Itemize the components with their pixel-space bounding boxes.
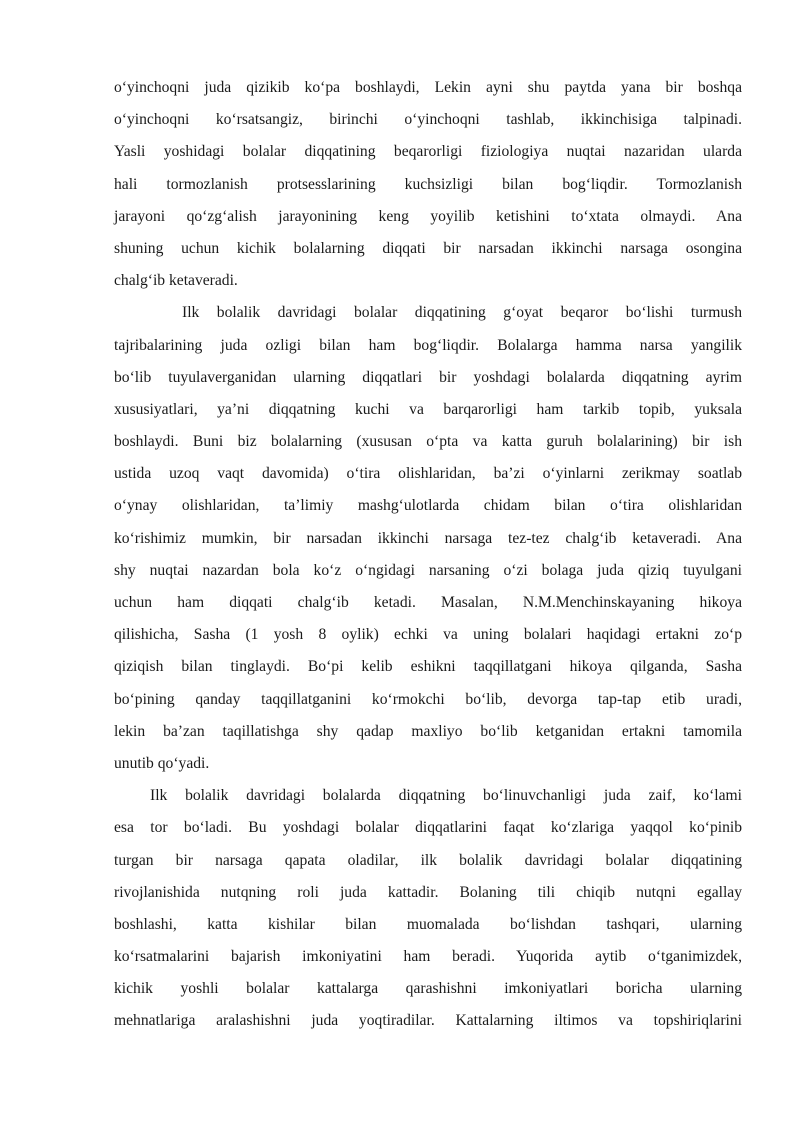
text-line: shy nuqtai nazardan bola ko‘z o‘ngidagi narsaning o‘zi bolaga juda qiziq tuyulgani [114,561,742,579]
text-line: chalg‘ib ketaveradi. [114,272,238,290]
text-line: bo‘lib tuyulaverganidan ularning diqqatlari bir yoshdagi bolalarda diqqatning ayrim [114,368,742,386]
text-line: xususiyatlari, ya’ni diqqatning kuchi va barqarorligi ham tarkib topib, yuksala [114,400,742,418]
text-line: o‘yinchoqni juda qizikib ko‘pa boshlaydi, Lekin ayni shu paytda yana bir boshqa [114,79,742,96]
text-line: rivojlanishida nutqning roli juda kattadir. Bolaning tili chiqib nutqni egallay [114,883,742,901]
text-line: o‘ynay olishlaridan, ta’limiy mashg‘ulotlarda chidam bilan o‘tira olishlaridan [114,497,742,515]
text-line: bo‘pining qanday taqqillatganini ko‘rmokchi bo‘lib, devorga tap-tap etib uradi, [114,690,742,708]
text-line: shuning uchun kichik bolalarning diqqati bir narsadan ikkinchi narsaga osongina [114,239,742,257]
text-line: o‘yinchoqni ko‘rsatsangiz, birinchi o‘yinchoqni tashlab, ikkinchisiga talpinadi. [114,111,742,129]
text-line: uchun ham diqqati chalg‘ib ketadi. Masalan, N.M.Menchinskayaning hikoya [114,594,742,611]
text-line: ustida uzoq vaqt davomida) o‘tira olishlaridan, ba’zi o‘yinlarni zerikmay soatlab [114,465,742,483]
text-line: hali tormozlanish protsesslarining kuchsizligi bilan bog‘liqdir. Tormozlanish [114,175,742,193]
text-line: ko‘rsatmalarini bajarish imkoniyatini ham beradi. Yuqorida aytib o‘tganimizdek, [114,948,742,966]
text-line: boshlaydi. Buni biz bolalarning (xususan o‘pta va katta guruh bolalarining) bir ish [114,433,742,451]
text-line: Ilk bolalik davridagi bolalarda diqqatning bo‘linuvchanligi juda zaif, ko‘lami [150,787,742,805]
text-line: boshlashi, katta kishilar bilan muomalada bo‘lishdan tashqari, ularning [114,915,742,933]
text-line: Yasli yoshidagi bolalar diqqatining beqarorligi fiziologiya nuqtai nazaridan ularda [114,143,742,161]
text-line: Ilk bolalik davridagi bolalar diqqatining g‘oyat beqaror bo‘lishi turmush [182,304,742,322]
text-line: qiziqish bilan tinglaydi. Bo‘pi kelib eshikni taqqillatgani hikoya qilganda, Sasha [114,658,742,676]
text-line: lekin ba’zan taqillatishga shy qadap maxliyo bo‘lib ketganidan ertakni tamomila [114,722,742,740]
paragraph-3 [114,780,742,1038]
text-line: turgan bir narsaga qapata oladilar, ilk bolalik davridagi bolalar diqqatining [114,851,742,869]
paragraph-2 [114,297,742,780]
paragraph-1 [114,72,742,297]
text-line: unutib qo‘yadi. [114,754,210,772]
text-line: jarayoni qo‘zg‘alish jarayonining keng yoyilib ketishini to‘xtata olmaydi. Ana [114,207,742,225]
text-line: ko‘rishimiz mumkin, bir narsadan ikkinchi narsaga tez-tez chalg‘ib ketaveradi. Ana [114,529,742,547]
text-line: kichik yoshli bolalar kattalarga qarashishni imkoniyatlari boricha ularning [114,980,742,998]
text-line: qilishicha, Sasha (1 yosh 8 oylik) echki va uning bolalari haqidagi ertakni zo‘p [114,626,742,644]
document-text [114,72,742,1038]
text-line: esa tor bo‘ladi. Bu yoshdagi bolalar diqqatlarini faqat ko‘zlariga yaqqol ko‘pinib [114,819,742,837]
text-line: mehnatlariga aralashishni juda yoqtiradilar. Kattalarning iltimos va topshiriqlarini [114,1012,742,1030]
text-line: tajribalarining juda ozligi bilan ham bog‘liqdir. Bolalarga hamma narsa yangilik [114,336,742,354]
